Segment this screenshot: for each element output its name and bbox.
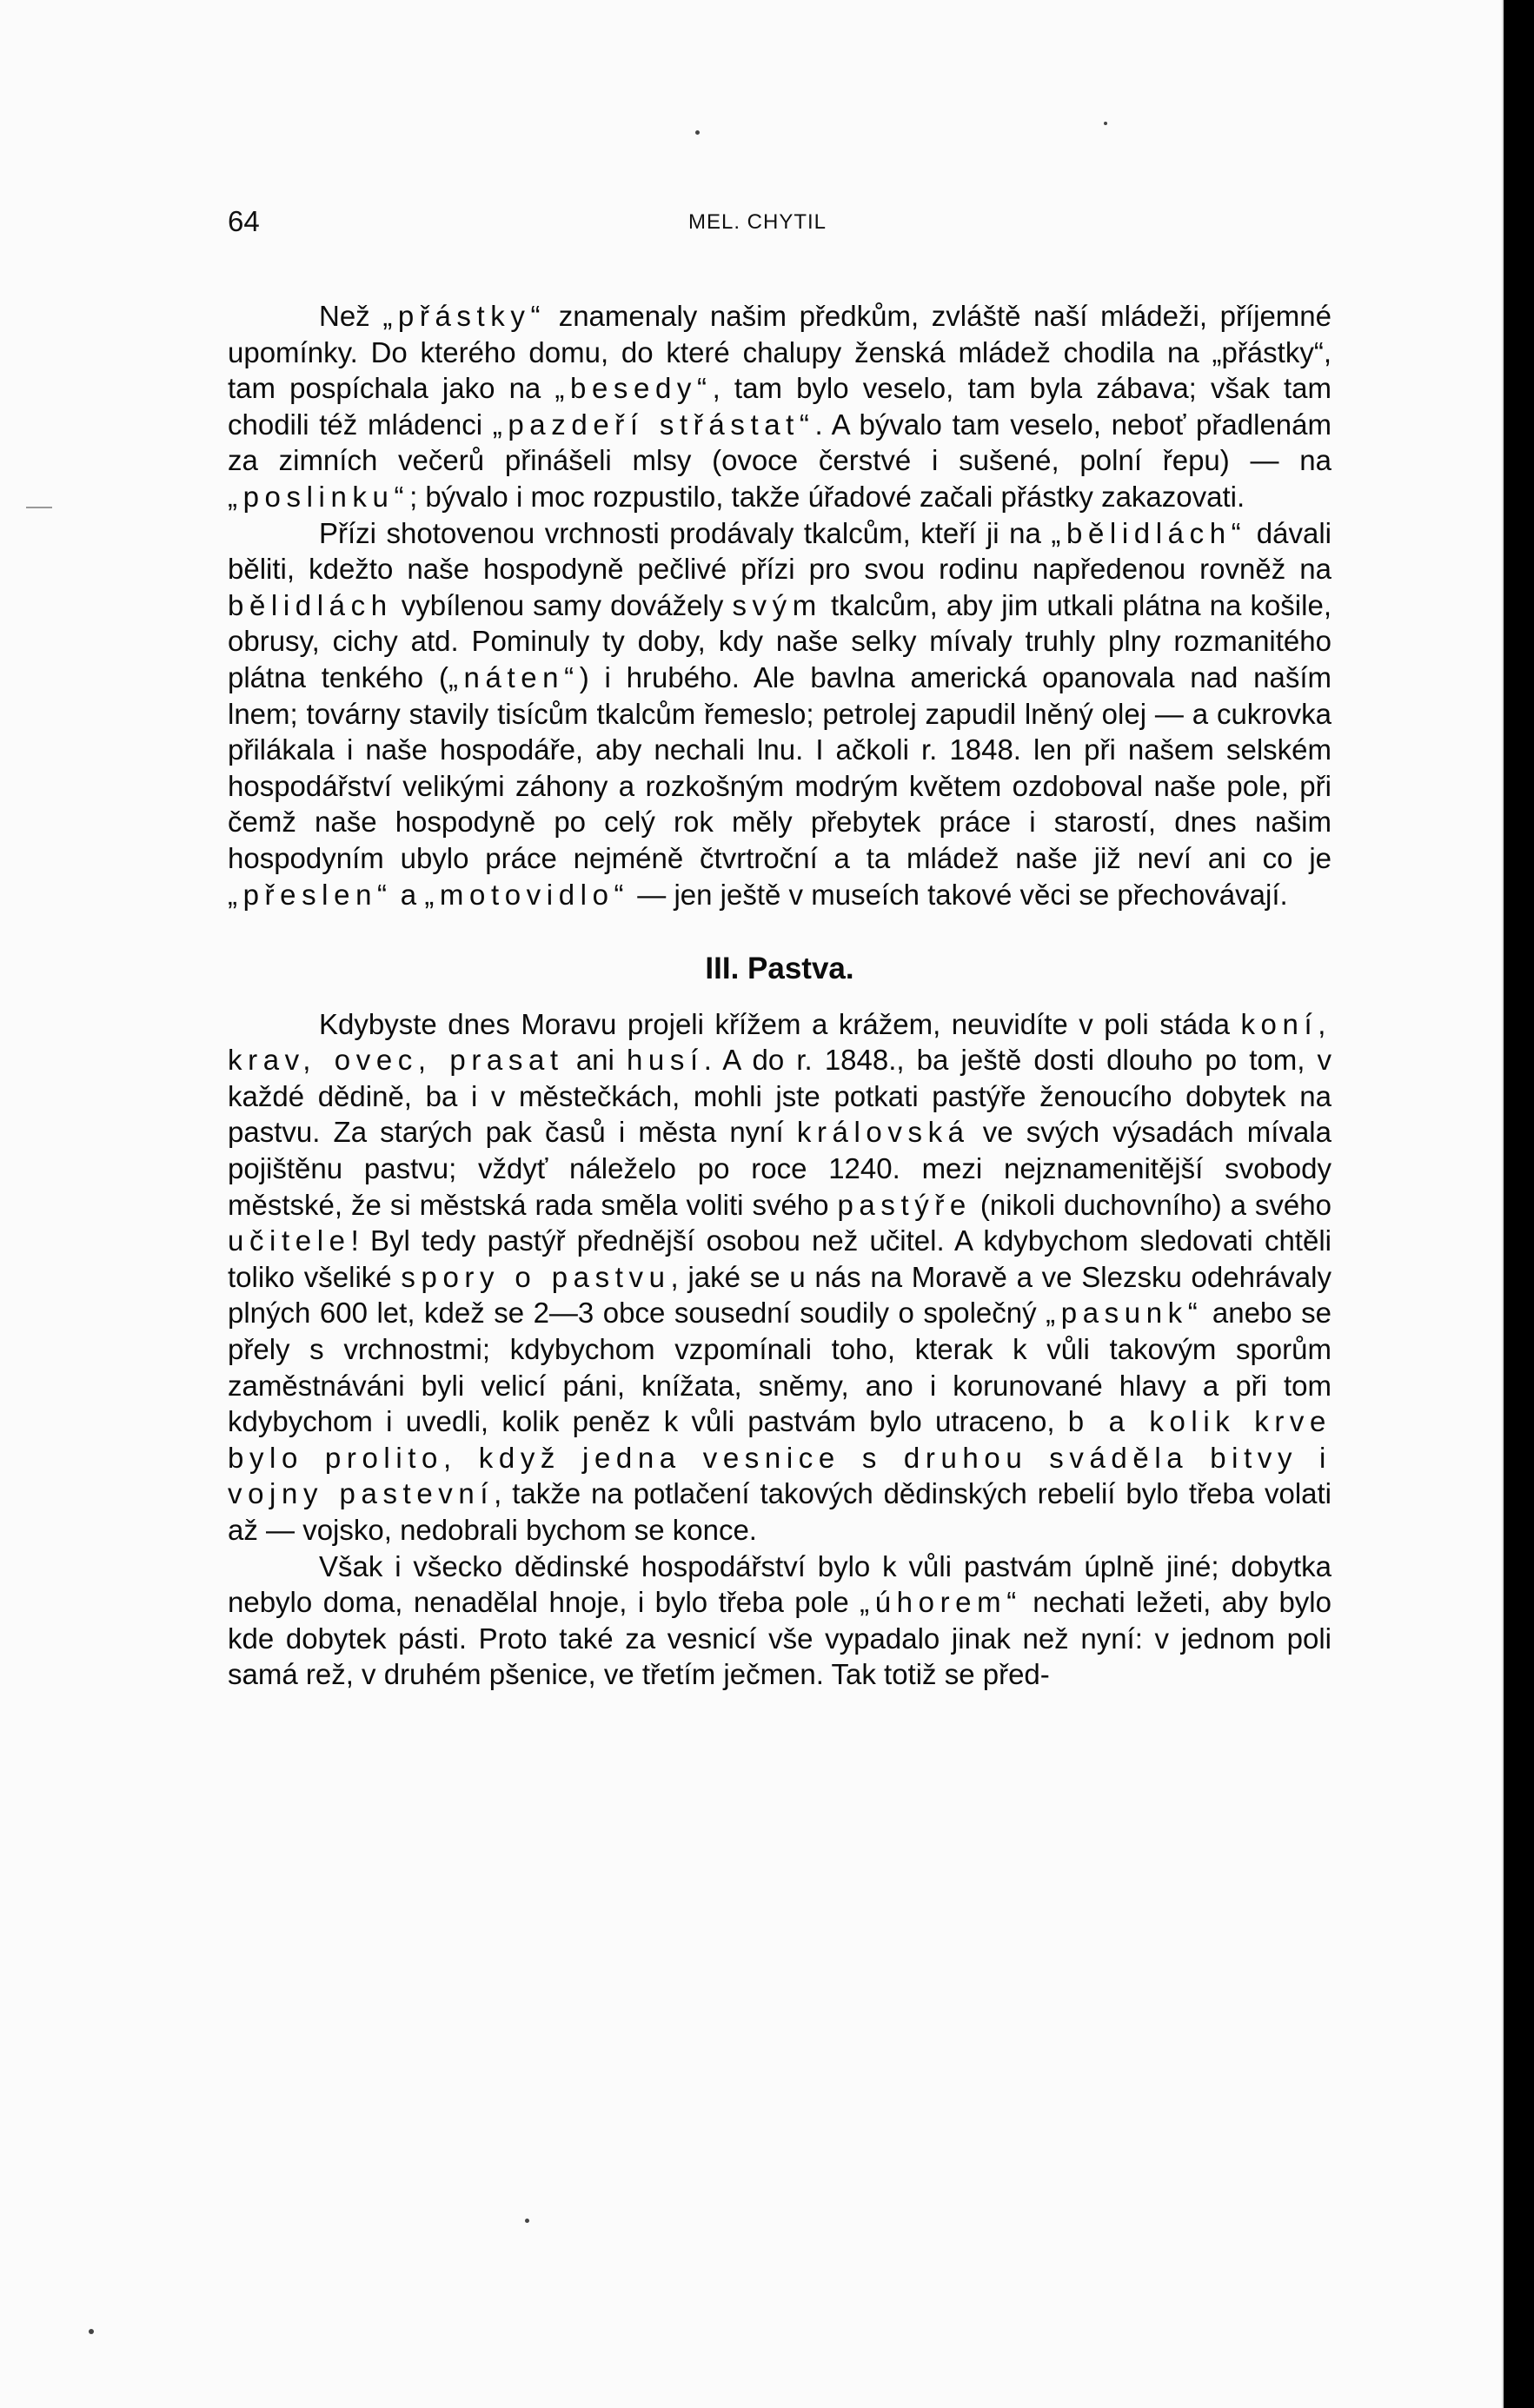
text-run: , tam bylo veselo, tam byla zábava; však tam chodili též mládenci bbox=[228, 372, 1331, 441]
text-run: Přízi shotovenou vrchnosti prodávaly tkalcům, kteří ji na bbox=[319, 516, 1052, 549]
spaced-term: „náten“ bbox=[448, 660, 580, 693]
text-run: ani bbox=[563, 1044, 627, 1077]
paragraph-4 bbox=[228, 1549, 1331, 1693]
scan-speck bbox=[26, 507, 52, 508]
spaced-term: b a kolik krve bylo prolito, když jedna vesnice s druhou sváděla bitvy i vojny pastevní bbox=[228, 1405, 1331, 1510]
spaced-term: „motovidlo“ bbox=[424, 878, 630, 911]
text-run: ! Byl tedy pastýř přednější osobou než učitel. A kdybychom sledovati chtěli toliko všeliké bbox=[228, 1224, 1331, 1293]
spaced-term: „úhorem“ bbox=[860, 1586, 1022, 1619]
text-run: nechati ležeti, aby bylo kde dobytek pásti. Proto také za vesnicí vše vypadalo jinak než nyní: v jednom poli samá rež, v druhém pšenice, ve třetím ječmen. Tak totiž se před- bbox=[228, 1586, 1331, 1691]
body-text bbox=[228, 298, 1331, 1693]
spaced-term: „přeslen“ bbox=[228, 878, 393, 911]
text-run: tkalcům, aby jim utkali plátna na košile, obrusy, cichy atd. Pominuly ty doby, kdy naše selky mívaly truhly plny rozmanitého plátna tenkého ( bbox=[228, 588, 1331, 693]
text-run: Kdybyste dnes Moravu projeli křížem a krážem, neuvidíte v poli stáda bbox=[319, 1007, 1241, 1040]
scan-speck bbox=[695, 130, 700, 135]
text-run: Než bbox=[319, 300, 383, 332]
text-run: , takže na potlačení takových dědinských rebelií bylo třeba volati až — vojsko, nedobrali bychom se konce. bbox=[228, 1477, 1331, 1546]
scan-speck bbox=[525, 2219, 529, 2223]
text-run: — jen ještě v museích takové věci se přechovávají. bbox=[629, 878, 1288, 911]
paragraph-3 bbox=[228, 1006, 1331, 1549]
text-run: znamenaly našim předkům, zvláště naší mládeži, příjemné upomínky. Do kterého domu, do které chalupy ženská mládež chodila na „přástky“, tam pospíchala jako na bbox=[228, 300, 1332, 405]
spaced-term: spory o pastvu bbox=[401, 1260, 671, 1293]
spaced-term: „pazdeří střástat“ bbox=[492, 408, 815, 441]
spaced-term: pastýře bbox=[837, 1188, 972, 1221]
text-run: ; bývalo i moc rozpustilo, takže úřadové začali přástky zakazovati. bbox=[409, 480, 1245, 513]
spaced-term: husí bbox=[626, 1044, 704, 1077]
text-run: . A bývalo tam veselo, neboť přadlenám za zimních večerů přinášeli mlsy (ovoce čerstvé i sušené, polní řepu) — na bbox=[228, 408, 1331, 477]
spaced-term: koní, krav, ovec, prasat bbox=[228, 1007, 1331, 1077]
spaced-term: „besedy“ bbox=[554, 372, 713, 405]
spaced-term: bělidlách bbox=[228, 588, 393, 621]
text-run: . A do r. 1848., ba ještě dosti dlouho po tom, v každé dědině, ba i v městečkách, mohli jste potkati pastýře ženoucího dobytek na pastvu. Za starých pak časů i města nyní bbox=[228, 1044, 1331, 1149]
text-run: anebo se přely s vrchnostmi; kdybychom vzpomínali toho, kterak k vůli takovým sporům zaměstnáváni byli velicí páni, knížata, sněmy, ano i korunované hlavy a při tom kdybychom i uvedli, kolik peněz k vůli pastvám bylo utraceno, bbox=[228, 1297, 1331, 1438]
scan-speck bbox=[89, 2329, 94, 2334]
spaced-term: „přástky“ bbox=[382, 300, 547, 332]
spaced-term: „pasunk“ bbox=[1046, 1297, 1204, 1330]
text-run: ve svých výsadách mívala pojištěnu pastvu; vždyť náleželo po roce 1240. mezi nejznamenitější svobody městské, že si městská rada směla voliti svého bbox=[228, 1116, 1331, 1221]
text-run: vybílenou samy dovážely bbox=[392, 588, 733, 621]
spaced-term: „poslinku“ bbox=[228, 480, 410, 513]
running-title: MEL. CHYTIL bbox=[688, 210, 827, 234]
spaced-term: svým bbox=[732, 588, 822, 621]
spaced-term: učitele bbox=[228, 1224, 351, 1257]
spaced-term: „bělidlách“ bbox=[1051, 516, 1247, 549]
scan-speck bbox=[1104, 122, 1107, 125]
text-run: , jaké se u nás na Moravě a ve Slezsku odehrávaly plných 600 let, kdež se 2—3 obce sousední soudily o společný bbox=[228, 1260, 1331, 1330]
paragraph-2 bbox=[228, 515, 1331, 913]
running-head bbox=[228, 205, 1331, 240]
spaced-term: královská bbox=[796, 1116, 970, 1149]
text-run: Však i všecko dědinské hospodářství bylo k vůli pastvám úplně jiné; dobytka nebylo doma, nenadělal hnoje, i bylo třeba pole bbox=[228, 1549, 1331, 1619]
text-run: (nikoli duchovního) a svého bbox=[971, 1188, 1331, 1221]
text-run: ) i hrubého. Ale bavlna americká opanovala nad naším lnem; továrny stavily tisícům tkalcům řemeslo; petrolej zapudil lněný olej — a cukrovka přilákala i naše hospodáře, aby nechali lnu. I ačkoli r. 1848. len při našem selském hospodářství velikými záhony a rozkošným modrým květem ozdoboval naše pole, při čemž naše hospodyně po celý rok měly přebytek práce i starostí, dnes našim hospodyním ubylo práce nejméně čtvrtroční a ta mládež naše již neví ani co je bbox=[228, 660, 1331, 874]
text-run: a bbox=[392, 878, 425, 911]
text-run: dávali běliti, kdežto naše hospodyně pečlivé přízi pro svou rodinu napředenou rovněž na bbox=[228, 516, 1331, 586]
paragraph-1 bbox=[228, 298, 1331, 515]
section-heading: III. Pastva. bbox=[705, 952, 854, 986]
page-number: 64 bbox=[228, 205, 260, 237]
